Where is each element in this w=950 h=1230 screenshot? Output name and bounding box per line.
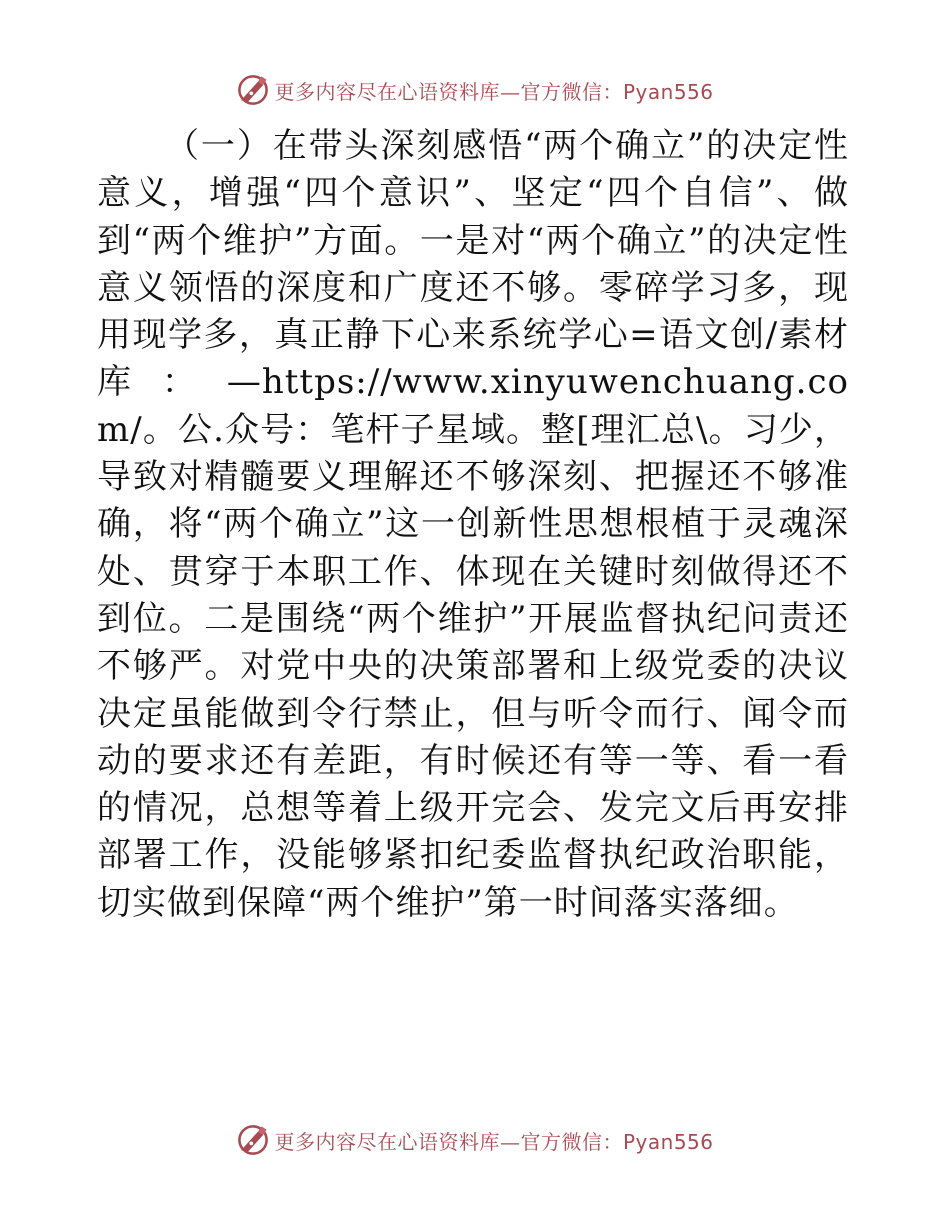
body-paragraph: （一）在带头深刻感悟“两个确立”的决定性意义，增强“四个意识”、坚定“四个自信”、做到“两个维护”方面。一是对“两个确立”的决定性意义领悟的深度和广度还不够。零碎学习多，现用现学多，真正静下心来系统学心=语文创/素材库：—https://www.xinyuwenchuang.com/。公.众号：笔杆子星域。整[理汇总\。习少，导致对精髓要义理解还不够深刻、把握还不够准确，将“两个确立”这一创新性思想根植于灵魂深处、贯穿于本职工作、体现在关键时刻做得还不到位。二是围绕“两个维护”开展监督执纪问责还不够严。对党中央的决策部署和上级党委的决议决定虽能做到令行禁止，但与听令而行、闻令而动的要求还有差距，有时候还有等一等、看一看的情况，总想等着上级开完会、发完文后再安排部署工作，没能够紧扣纪委监督执纪政治职能，切实做到保障“两个维护”第一时间落实落细。 bbox=[97, 126, 849, 923]
footer-banner-text bbox=[274, 1126, 713, 1155]
footer-wechat-id: Pyan556 bbox=[622, 1129, 714, 1154]
footer-banner bbox=[0, 1120, 950, 1160]
header-brand-text: 更多内容尽在心语资料库 bbox=[274, 79, 500, 104]
header-banner bbox=[0, 70, 950, 110]
footer-wechat-label: 官方微信： bbox=[520, 1129, 623, 1154]
header-dash: — bbox=[499, 79, 521, 104]
pen-nib-logo-icon bbox=[236, 1123, 270, 1157]
header-wechat-id: Pyan556 bbox=[622, 79, 714, 104]
footer-dash: — bbox=[499, 1129, 521, 1154]
footer-brand-text: 更多内容尽在心语资料库 bbox=[274, 1129, 500, 1154]
header-wechat-label: 官方微信： bbox=[520, 79, 623, 104]
pen-nib-logo-icon bbox=[236, 73, 270, 107]
header-banner-text bbox=[274, 76, 713, 105]
